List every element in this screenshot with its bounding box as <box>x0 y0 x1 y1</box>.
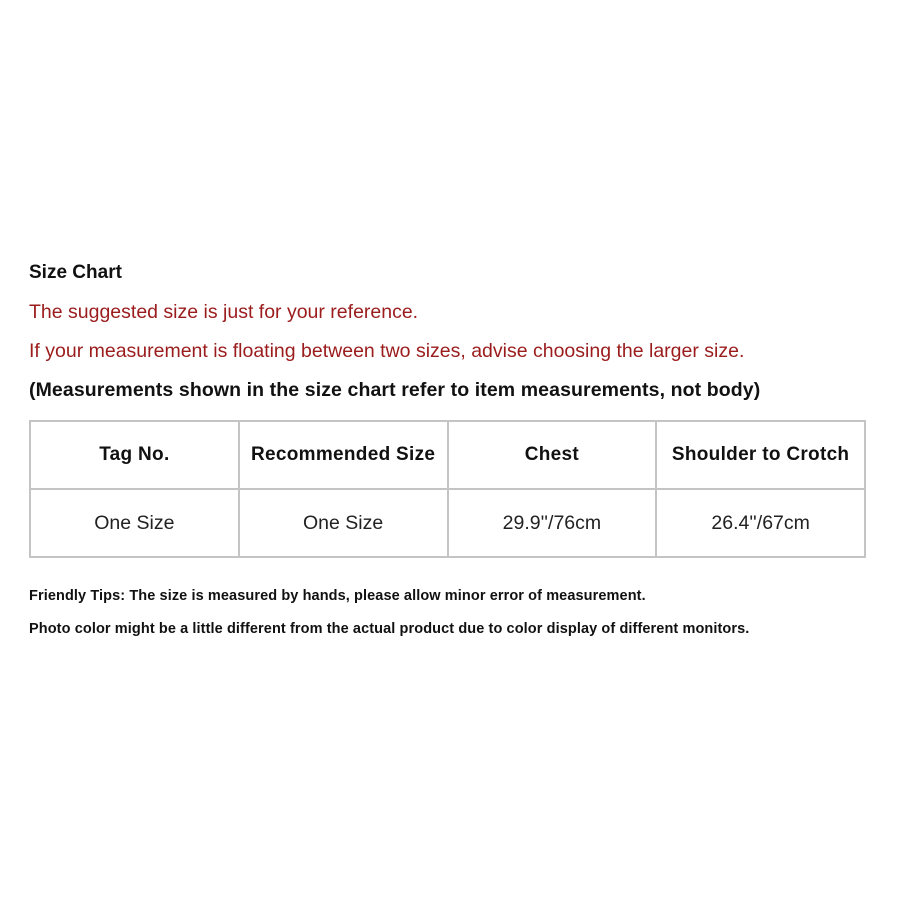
photo-color-note: Photo color might be a little different from the actual product due to color display of different monitors. <box>29 621 750 637</box>
sizing-advice-note: If your measurement is floating between two sizes, advise choosing the larger size. <box>29 340 745 362</box>
header-recommended-size: Recommended Size <box>239 421 448 489</box>
cell-tag-no: One Size <box>30 489 239 557</box>
cell-chest: 29.9''/76cm <box>448 489 657 557</box>
page-title: Size Chart <box>29 262 122 283</box>
table-row <box>30 489 865 557</box>
size-table <box>29 420 866 558</box>
header-chest: Chest <box>448 421 657 489</box>
header-shoulder-to-crotch: Shoulder to Crotch <box>656 421 865 489</box>
cell-shoulder-to-crotch: 26.4''/67cm <box>656 489 865 557</box>
reference-note: The suggested size is just for your reference. <box>29 301 419 323</box>
friendly-tips: Friendly Tips: The size is measured by hands, please allow minor error of measurement. <box>29 588 646 604</box>
cell-recommended-size: One Size <box>239 489 448 557</box>
header-tag-no: Tag No. <box>30 421 239 489</box>
measurement-disclaimer: (Measurements shown in the size chart refer to item measurements, not body) <box>29 379 761 401</box>
table-header-row <box>30 421 865 489</box>
